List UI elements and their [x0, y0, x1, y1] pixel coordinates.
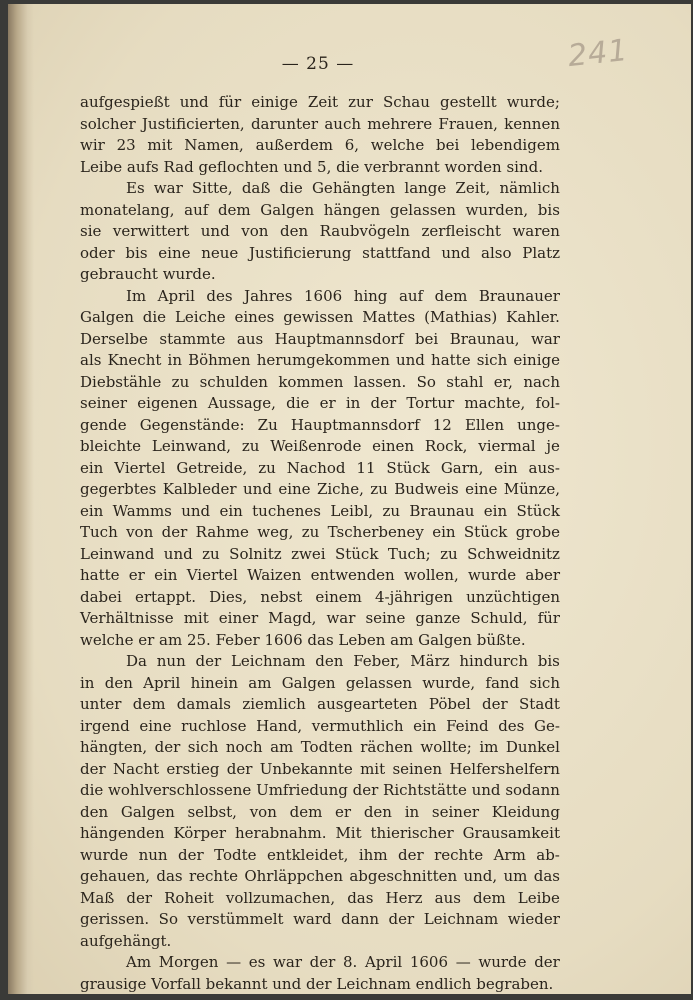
- text-line: hängenden Körper herabnahm. Mit thierischer Grausamkeit: [80, 824, 560, 842]
- text-line: Derselbe stammte aus Hauptmannsdorf bei Braunau, war: [80, 329, 560, 348]
- text-line: dabei ertappt. Dies, nebst einem 4-jährigen unzüchtigen: [80, 587, 560, 606]
- text-line: unter dem damals ziemlich ausgearteten Pöbel der Stadt: [80, 695, 560, 713]
- text-line: Galgen die Leiche eines gewissen Mattes (Mathias) Kahler.: [80, 308, 560, 326]
- text-line: gegerbtes Kalbleder und eine Ziche, zu Budweis eine Münze,: [80, 480, 560, 498]
- text-line: hatte er ein Viertel Waizen entwenden wollen, wurde aber: [80, 566, 560, 584]
- text-line: wurde nun der Todte entkleidet, ihm der rechte Arm ab-: [80, 845, 560, 864]
- text-line: gehauen, das rechte Ohrläppchen abgeschnitten und, um das: [80, 867, 560, 885]
- text-line: aufgehängt.: [80, 931, 172, 950]
- text-line: der Nacht erstieg der Unbekannte mit seinen Helfershelfern: [80, 759, 560, 778]
- body-text: [80, 92, 560, 994]
- text-line: Maß der Roheit vollzumachen, das Herz aus dem Leibe: [80, 888, 560, 907]
- text-line: Diebstähle zu schulden kommen lassen. So stahl er, nach: [80, 372, 560, 391]
- text-line: als Knecht in Böhmen herumgekommen und hatte sich einige: [80, 351, 560, 369]
- text-line: Verhältnisse mit einer Magd, war seine ganze Schuld, für: [80, 609, 560, 627]
- text-line: Tuch von der Rahme weg, zu Tscherbeney ein Stück grobe: [80, 523, 560, 541]
- text-line: wir 23 mit Namen, außerdem 6, welche bei lebendigem: [80, 136, 560, 154]
- text-line: ein Wamms und ein tuchenes Leibl, zu Braunau ein Stück: [80, 501, 560, 520]
- text-line: gerissen. So verstümmelt ward dann der Leichnam wieder: [80, 910, 560, 928]
- text-line: Am Morgen — es war der 8. April 1606 — wurde der: [126, 953, 560, 971]
- text-line: aufgespießt und für einige Zeit zur Schau gestellt wurde;: [80, 93, 560, 111]
- text-line: bleichte Leinwand, zu Weißenrode einen Rock, viermal je: [80, 437, 560, 455]
- text-line: grausige Vorfall bekannt und der Leichnam endlich begraben.: [80, 974, 554, 993]
- page-gutter-shadow: [8, 4, 34, 994]
- text-line: in den April hinein am Galgen gelassen wurde, fand sich: [80, 673, 560, 692]
- text-line: ein Viertel Getreide, zu Nachod 11 Stück Garn, ein aus-: [80, 458, 560, 477]
- text-line: seiner eigenen Aussage, die er in der Tortur machte, fol-: [80, 394, 560, 412]
- text-line: Es war Sitte, daß die Gehängten lange Zeit, nämlich: [126, 179, 560, 197]
- book-page: [8, 4, 691, 994]
- text-line: Leinwand und zu Solnitz zwei Stück Tuch; zu Schweidnitz: [80, 544, 560, 563]
- text-line: sie verwittert und von den Raubvögeln zerfleischt waren: [80, 222, 560, 240]
- text-line: gende Gegenstände: Zu Hauptmannsdorf 12 Ellen unge-: [80, 415, 560, 434]
- page-number: — 25 —: [281, 54, 355, 74]
- text-line: monatelang, auf dem Galgen hängen gelassen wurden, bis: [80, 200, 560, 219]
- text-line: hängten, der sich noch am Todten rächen wollte; im Dunkel: [80, 738, 560, 756]
- text-line: Leibe aufs Rad geflochten und 5, die verbrannt worden sind.: [80, 157, 544, 176]
- text-line: den Galgen selbst, von dem er den in seiner Kleidung: [80, 802, 560, 821]
- text-line: irgend eine ruchlose Hand, vermuthlich ein Feind des Ge-: [80, 716, 560, 735]
- text-line: solcher Justificierten, darunter auch mehrere Frauen, kennen: [80, 114, 560, 133]
- text-line: gebraucht wurde.: [80, 265, 216, 283]
- text-line: Im April des Jahres 1606 hing auf dem Braunauer: [126, 286, 560, 305]
- handwritten-archive-number: 241: [566, 32, 630, 75]
- text-line: welche er am 25. Feber 1606 das Leben am Galgen büßte.: [80, 630, 526, 649]
- text-line: Da nun der Leichnam den Feber, März hindurch bis: [126, 652, 560, 670]
- text-line: die wohlverschlossene Umfriedung der Richtstätte und sodann: [80, 781, 560, 799]
- text-line: oder bis eine neue Justificierung stattfand und also Platz: [80, 243, 560, 262]
